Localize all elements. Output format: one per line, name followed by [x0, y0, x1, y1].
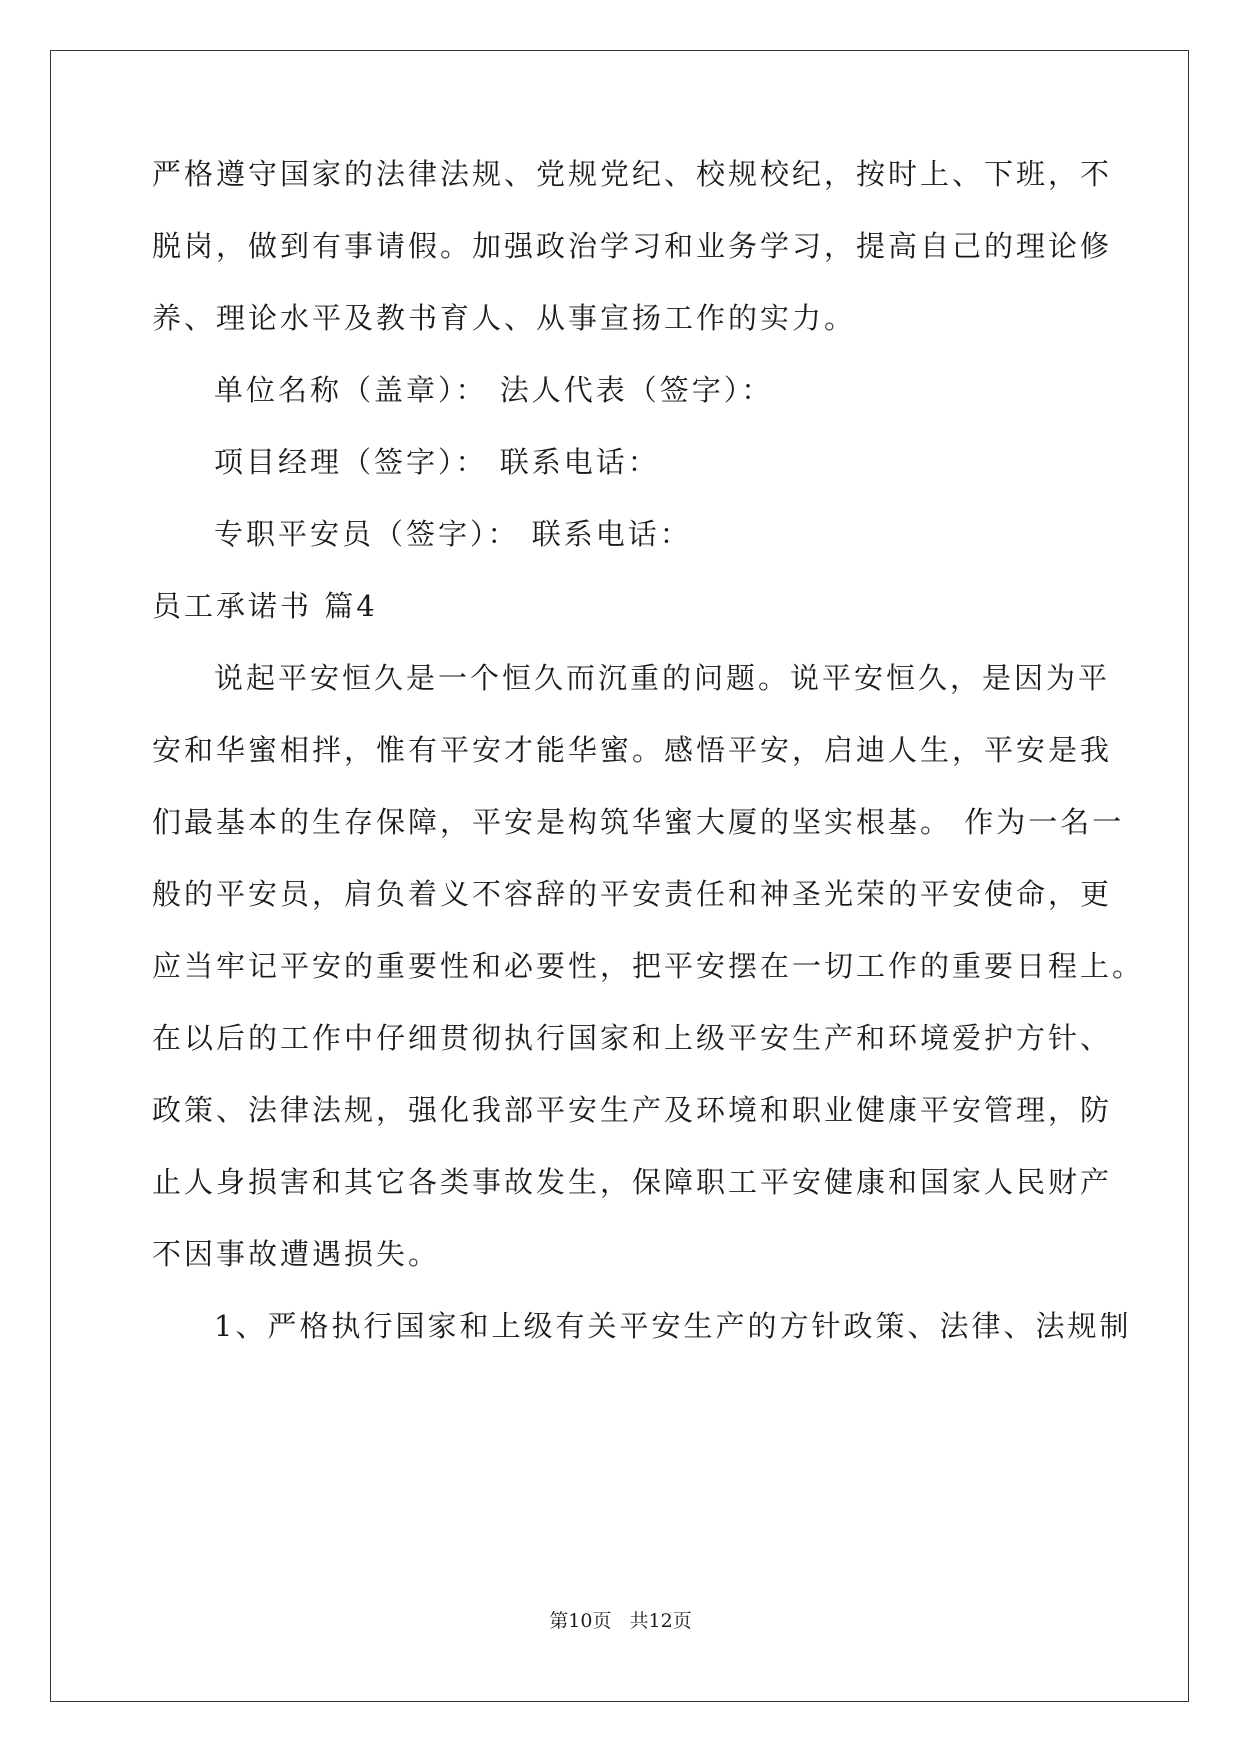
- body-line: 不因事故遭遇损失。: [152, 1237, 441, 1271]
- body-line: 脱岗，做到有事请假。加强政治学习和业务学习，提高自己的理论修: [152, 229, 1113, 263]
- body-line: 政策、法律法规，强化我部平安生产及环境和职业健康平安管理，防: [152, 1093, 1113, 1127]
- section-heading: 员工承诺书 篇4: [152, 589, 378, 623]
- signature-line-unit: 单位名称（盖章）： 法人代表（签字）：: [214, 373, 774, 407]
- body-line: 应当牢记平安的重要性和必要性，把平安摆在一切工作的重要日程上。: [152, 949, 1145, 983]
- page-footer: [0, 1606, 1241, 1633]
- body-line: 在以后的工作中仔细贯彻执行国家和上级平安生产和环境爱护方针、: [152, 1021, 1113, 1055]
- page-number: 第10页: [549, 1610, 612, 1632]
- list-item: 1、严格执行国家和上级有关平安生产的方针政策、法律、法规制: [214, 1309, 1132, 1343]
- body-line: 们最基本的生存保障，平安是构筑华蜜大厦的坚实根基。 作为一名一: [152, 805, 1125, 839]
- body-line: 安和华蜜相拌，惟有平安才能华蜜。感悟平安，启迪人生，平安是我: [152, 733, 1113, 767]
- signature-line-manager: 项目经理（签字）： 联系电话：: [214, 445, 660, 479]
- body-line: 说起平安恒久是一个恒久而沉重的问题。说平安恒久，是因为平: [214, 661, 1111, 695]
- body-line: 养、理论水平及教书育人、从事宣扬工作的实力。: [152, 301, 857, 335]
- signature-line-safety-officer: 专职平安员（签字）： 联系电话：: [214, 517, 692, 551]
- body-line: 般的平安员，肩负着义不容辞的平安责任和神圣光荣的平安使命，更: [152, 877, 1113, 911]
- body-line: 止人身损害和其它各类事故发生，保障职工平安健康和国家人民财产: [152, 1165, 1113, 1199]
- body-line: 严格遵守国家的法律法规、党规党纪、校规校纪，按时上、下班，不: [152, 157, 1113, 191]
- page-total: 共12页: [629, 1610, 692, 1632]
